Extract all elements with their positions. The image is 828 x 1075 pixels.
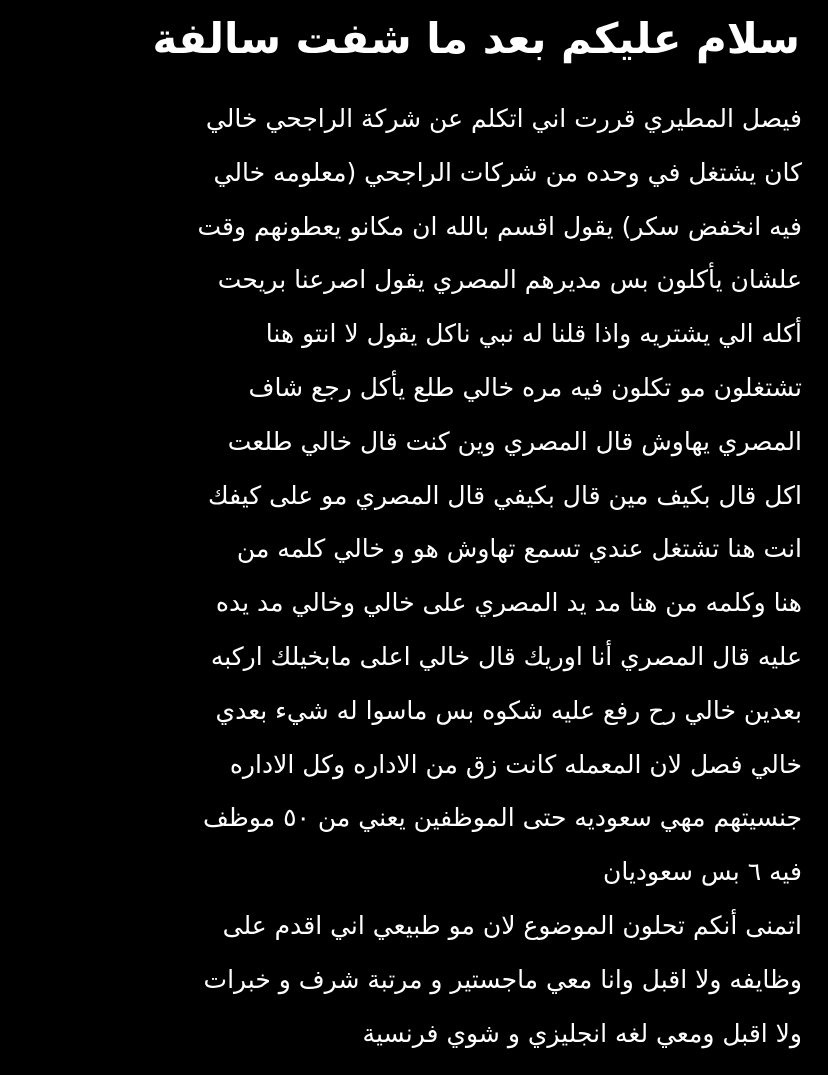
body-line-12: بعدين خالي رح رفع عليه شكوه بس ماسوا له شيء بعدي xyxy=(215,695,802,725)
body-line-2: كان يشتغل في وحده من شركات الراجحي (معلومه خالي xyxy=(213,157,802,187)
body-line-9: انت هنا تشتغل عندي تسمع تهاوش هو و خالي كلمه من xyxy=(236,534,802,564)
post-title: سلام عليكم بعد ما شفت سالفة xyxy=(152,14,800,63)
body-line-14: جنسيتهم مهي سعوديه حتى الموظفين يعني من ٥٠ موظف xyxy=(203,803,802,833)
body-line-6: تشتغلون مو تكلون فيه مره خالي طلع يأكل رجع شاف xyxy=(248,372,802,402)
body-line-13: خالي فصل لان المعمله كانت زق من الاداره وكل الاداره xyxy=(229,749,802,779)
body-line-1: فيصل المطيري قررت اني اتكلم عن شركة الراجحي خالي xyxy=(205,104,802,133)
body-line-18: ولا اقبل ومعي لغه انجليزي و شوي فرنسية xyxy=(362,1018,802,1048)
body-line-3: فيه انخفض سكر) يقول اقسم بالله ان مكانو يعطونهم وقت xyxy=(197,211,802,241)
body-line-15: فيه ٦ بس سعوديان xyxy=(602,857,802,887)
body-line-8: اكل قال بكيف مين قال بكيفي قال المصري مو على كيفك xyxy=(208,480,802,510)
body-line-11: عليه قال المصري أنا اوريك قال خالي اعلى مابخيلك اركبه xyxy=(210,641,802,671)
body-line-17: وظايفه ولا اقبل وانا معي ماجستير و مرتبة شرف و خبرات xyxy=(203,964,802,994)
body-line-7: المصري يهاوش قال المصري وين كنت قال خالي طلعت xyxy=(227,426,802,456)
body-line-10: هنا وكلمه من هنا مد يد المصري على خالي وخالي مد يده xyxy=(215,588,802,618)
body-line-16: اتمنى أنكم تحلون الموضوع لان مو طبيعي اني اقدم على xyxy=(222,910,802,940)
body-line-4: علشان يأكلون بس مديرهم المصري يقول اصرعنا بريحت xyxy=(217,265,802,295)
post-body xyxy=(12,92,802,1060)
body-line-5: أكله الي يشتريه واذا قلنا له نبي ناكل يقول لا انتو هنا xyxy=(265,319,802,349)
